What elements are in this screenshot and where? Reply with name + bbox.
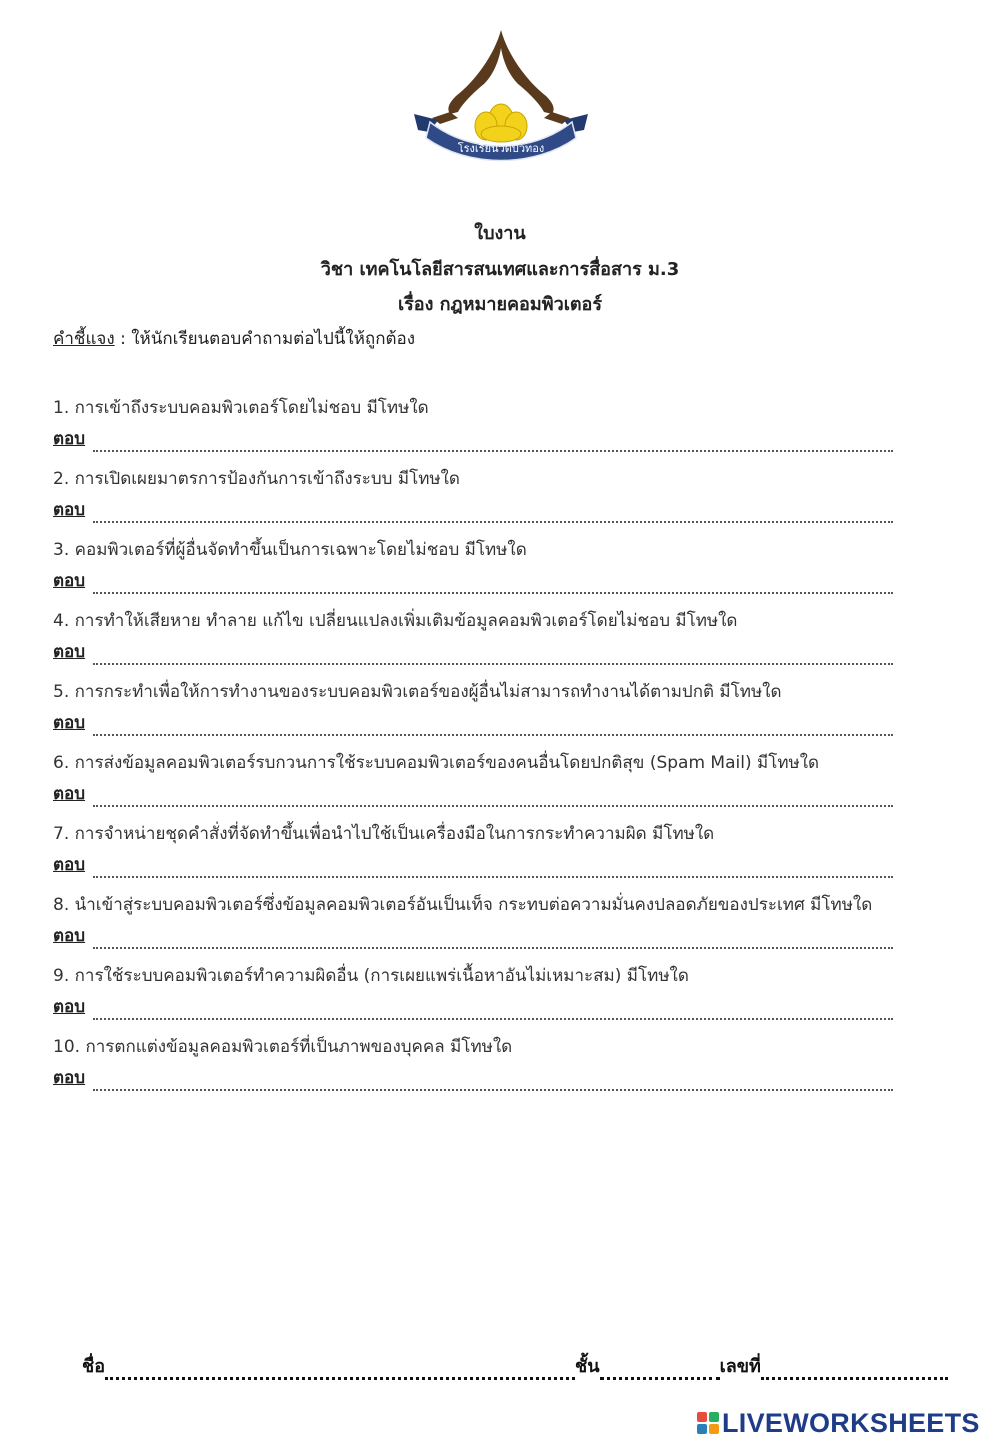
answer-label: ตอบ <box>53 571 86 591</box>
answer-field[interactable] <box>93 718 893 736</box>
answer-label: ตอบ <box>53 429 86 449</box>
logo-banner-text: โรงเรียนวัดบัวทอง <box>457 142 545 155</box>
question-item <box>53 749 953 820</box>
student-info-footer <box>82 1354 948 1380</box>
answer-row <box>53 856 893 878</box>
answer-field[interactable] <box>93 1002 893 1020</box>
answer-label: ตอบ <box>53 642 86 662</box>
answer-row <box>53 785 893 807</box>
number-field[interactable] <box>761 1359 948 1380</box>
question-text: 2. การเปิดเผยมาตรการป้องกันการเข้าถึงระบบ มีโทษใด <box>53 469 460 489</box>
answer-row <box>53 714 893 736</box>
answer-label: ตอบ <box>53 855 86 875</box>
question-text: 9. การใช้ระบบคอมพิวเตอร์ทำความผิดอื่น (การเผยแพร่เนื้อหาอันไม่เหมาะสม) มีโทษใด <box>53 966 689 986</box>
question-item <box>53 678 953 749</box>
answer-label: ตอบ <box>53 997 86 1017</box>
topic-heading: เรื่อง กฎหมายคอมพิวเตอร์ <box>397 294 603 315</box>
answer-row <box>53 998 893 1020</box>
question-list <box>53 394 953 1104</box>
answer-label: ตอบ <box>53 1068 86 1088</box>
answer-field[interactable] <box>93 789 893 807</box>
instruction-label: คำชี้แจง <box>53 329 115 349</box>
question-item <box>53 465 953 536</box>
question-item <box>53 820 953 891</box>
answer-row <box>53 1069 893 1091</box>
answer-label: ตอบ <box>53 500 86 520</box>
question-text: 8. นำเข้าสู่ระบบคอมพิวเตอร์ซึ่งข้อมูลคอมพิวเตอร์อันเป็นเท็จ กระทบต่อความมั่นคงปลอดภัยของประเทศ มีโทษใด <box>53 895 873 915</box>
number-label: เลขที่ <box>719 1356 761 1377</box>
question-text: 5. การกระทำเพื่อให้การทำงานของระบบคอมพิวเตอร์ของผู้อื่นไม่สามารถทำงานได้ตามปกติ มีโทษใด <box>53 682 782 702</box>
question-item <box>53 607 953 678</box>
answer-row <box>53 430 893 452</box>
name-label: ชื่อ <box>82 1356 106 1377</box>
answer-field[interactable] <box>93 576 893 594</box>
class-label: ชั้น <box>575 1356 600 1377</box>
instruction-text: ให้นักเรียนตอบคำถามต่อไปนี้ให้ถูกต้อง <box>131 329 416 349</box>
answer-row <box>53 643 893 665</box>
instruction-separator: : <box>114 329 132 349</box>
class-field[interactable] <box>600 1359 720 1380</box>
answer-row <box>53 927 893 949</box>
answer-label: ตอบ <box>53 926 86 946</box>
question-text: 10. การตกแต่งข้อมูลคอมพิวเตอร์ที่เป็นภาพของบุคคล มีโทษใด <box>53 1037 513 1057</box>
answer-label: ตอบ <box>53 784 86 804</box>
answer-field[interactable] <box>93 647 893 665</box>
question-item <box>53 962 953 1033</box>
liveworksheets-logo-icon <box>696 1411 720 1435</box>
worksheet-title: ใบงาน <box>474 223 526 244</box>
answer-row <box>53 501 893 523</box>
name-field[interactable] <box>105 1359 575 1380</box>
school-logo <box>410 26 592 166</box>
answer-field[interactable] <box>93 860 893 878</box>
question-item <box>53 394 953 465</box>
question-item <box>53 536 953 607</box>
question-text: 1. การเข้าถึงระบบคอมพิวเตอร์โดยไม่ชอบ มีโทษใด <box>53 398 429 418</box>
question-text: 4. การทำให้เสียหาย ทำลาย แก้ไข เปลี่ยนแปลงเพิ่มเติมข้อมูลคอมพิวเตอร์โดยไม่ชอบ มีโทษใด <box>53 611 738 631</box>
question-item <box>53 1033 953 1104</box>
answer-field[interactable] <box>93 931 893 949</box>
subject-heading: วิชา เทคโนโลยีสารสนเทศและการสื่อสาร ม.3 <box>320 259 680 280</box>
question-text: 6. การส่งข้อมูลคอมพิวเตอร์รบกวนการใช้ระบบคอมพิวเตอร์ของคนอื่นโดยปกติสุข (Spam Mail) มีโทษใด <box>53 753 820 773</box>
question-item <box>53 891 953 962</box>
liveworksheets-brand <box>696 1408 980 1438</box>
answer-label: ตอบ <box>53 713 86 733</box>
liveworksheets-wordmark: LIVEWORKSHEETS <box>722 1407 980 1438</box>
answer-field[interactable] <box>93 434 893 452</box>
question-text: 7. การจำหน่ายชุดคำสั่งที่จัดทำขึ้นเพื่อนำไปใช้เป็นเครื่องมือในการกระทำความผิด มีโทษใด <box>53 824 715 844</box>
instruction-line <box>53 325 415 352</box>
answer-field[interactable] <box>93 505 893 523</box>
question-text: 3. คอมพิวเตอร์ที่ผู้อื่นจัดทำขึ้นเป็นการเฉพาะโดยไม่ชอบ มีโทษใด <box>53 540 527 560</box>
answer-field[interactable] <box>93 1073 893 1091</box>
answer-row <box>53 572 893 594</box>
